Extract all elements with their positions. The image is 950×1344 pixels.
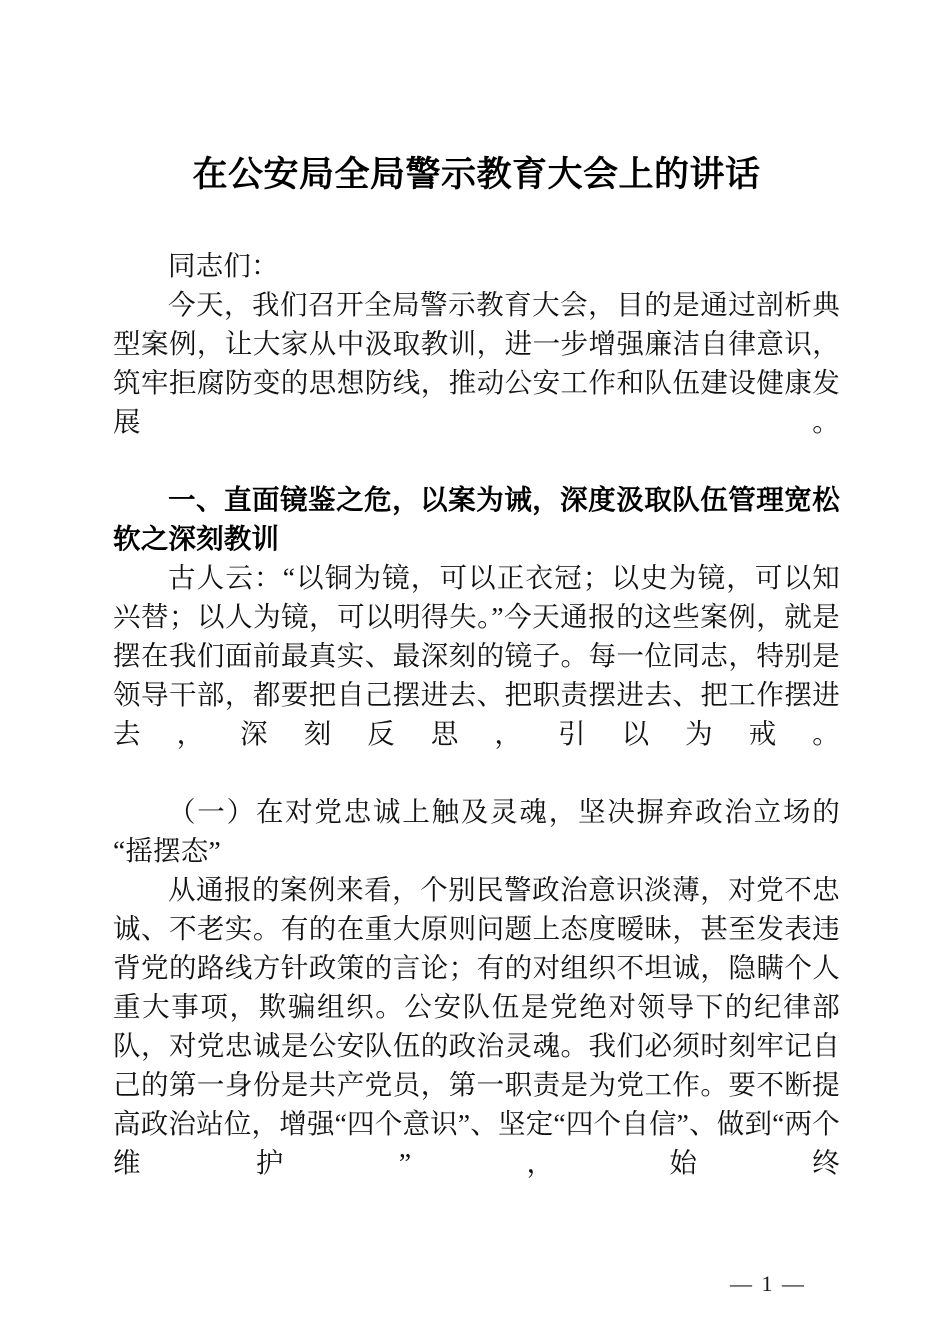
opening-paragraph: 今天，我们召开全局警示教育大会，目的是通过剖析典型案例，让大家从中汲取教训，进一步增强廉洁自律意识，筑牢拒腐防变的思想防线，推动公安工作和队伍建设健康发展。 — [113, 289, 840, 437]
section-heading-level-2: （一）在对党忠诚上触及灵魂，坚决摒弃政治立场的“摇摆态” — [113, 796, 840, 866]
salutation-paragraph: 同志们： — [168, 250, 279, 281]
page-content-area — [113, 0, 840, 1221]
page-footer — [0, 1270, 950, 1298]
section-heading-level-1: 一、直面镜鉴之危，以案为诫，深度汲取队伍管理宽松软之深刻教训 — [113, 484, 840, 554]
page-title: 在公安局全局警示教育大会上的讲话 — [192, 155, 761, 194]
page-number: — 1 — — [730, 1271, 806, 1296]
party-loyalty-paragraph: 从通报的案例来看，个别民警政治意识淡薄，对党不忠诚、不老实。有的在重大原则问题上态度暧昧，甚至发表违背党的路线方针政策的言论；有的对组织不坦诚，隐瞒个人重大事项，欺骗组织。公安队伍是党绝对领导下的纪律部队，对党忠诚是公安队伍的政治灵魂。我们必须时刻牢记自己的第一身份是共产党员，第一职责是为党工作。要不断提高政治站位，增强“四个意识”、坚定“四个自信”、做到“两个维护”，始终 — [113, 874, 840, 1178]
document-body — [113, 246, 840, 1221]
mirror-metaphor-paragraph: 古人云：“以铜为镜，可以正衣冠；以史为镜，可以知兴替；以人为镜，可以明得失。”今天通报的这些案例，就是摆在我们面前最真实、最深刻的镜子。每一位同志，特别是领导干部，都要把自己摆进去、把职责摆进去、把工作摆进去，深刻反思，引以为戒。 — [113, 562, 840, 749]
